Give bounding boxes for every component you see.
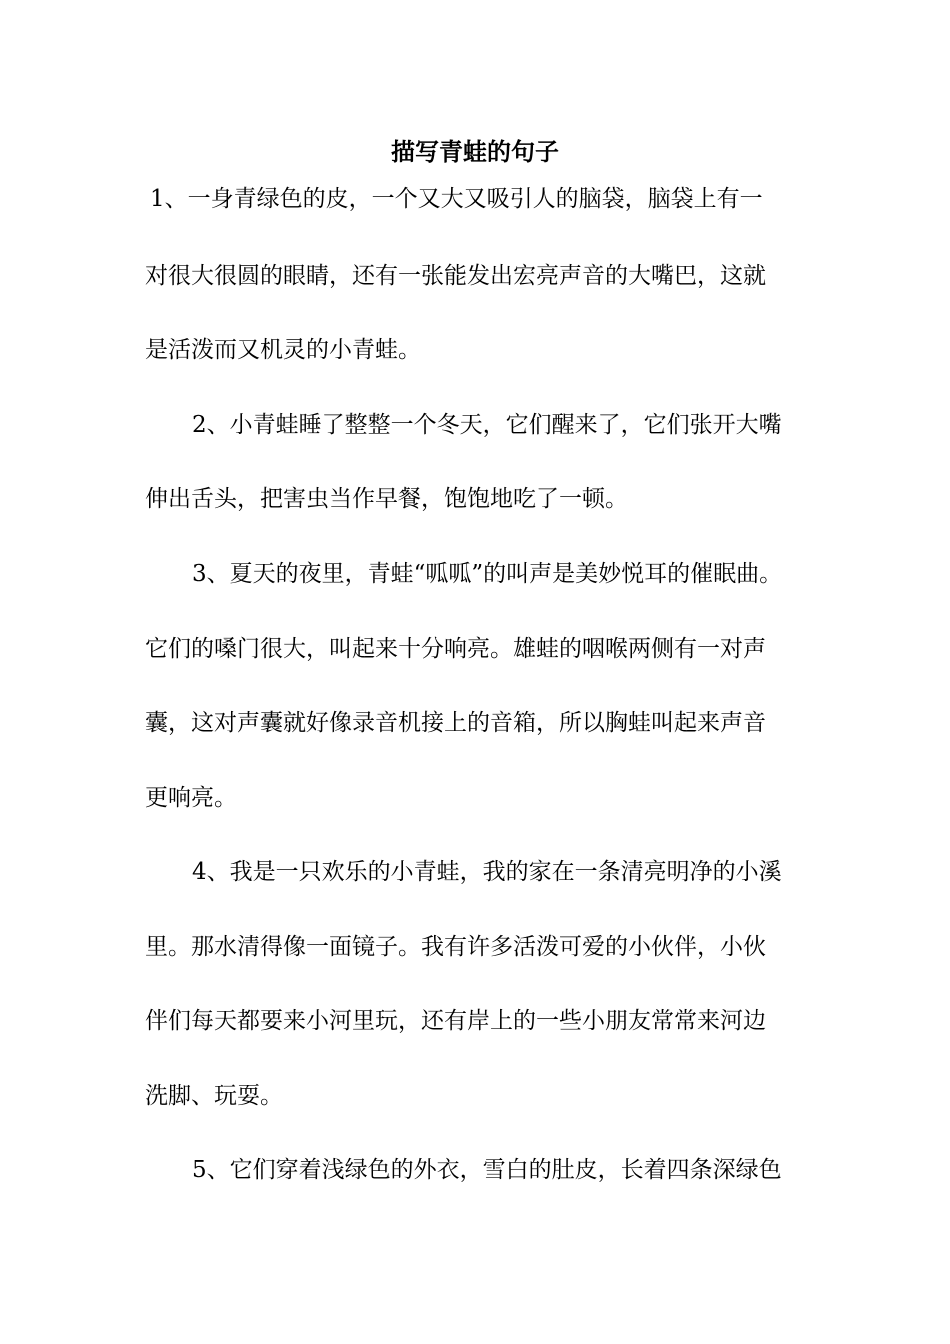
text-line: 对很大很圆的眼睛，还有一张能发出宏亮声音的大嘴巴，这就	[145, 263, 766, 289]
text-line: 洗脚、玩耍。	[145, 1083, 283, 1109]
text-line: 5、它们穿着浅绿色的外衣，雪白的肚皮，长着四条深绿色	[192, 1157, 782, 1183]
text-line: 伴们每天都要来小河里玩，还有岸上的一些小朋友常常来河边	[145, 1008, 766, 1034]
text-line: 是活泼而又机灵的小青蛙。	[145, 337, 421, 363]
text-line: 里。那水清得像一面镜子。我有许多活泼可爱的小伙伴，小伙	[145, 934, 766, 960]
text-line: 4、我是一只欢乐的小青蛙，我的家在一条清亮明净的小溪	[192, 859, 782, 885]
text-line: 3、夏天的夜里，青蛙“呱呱”的叫声是美妙悦耳的催眠曲。	[192, 561, 783, 587]
text-line: 更响亮。	[145, 785, 237, 811]
text-line: 伸出舌头，把害虫当作早餐，饱饱地吃了一顿。	[145, 486, 628, 512]
text-line: 1、一身青绿色的皮，一个又大又吸引人的脑袋，脑袋上有一	[150, 186, 763, 212]
text-line: 它们的嗓门很大，叫起来十分响亮。雄蛙的咽喉两侧有一对声	[145, 636, 766, 662]
text-line: 囊，这对声囊就好像录音机接上的音箱，所以胸蛙叫起来声音	[145, 710, 766, 736]
document-title: 描写青蛙的句子	[391, 137, 559, 166]
text-line: 2、小青蛙睡了整整一个冬天，它们醒来了，它们张开大嘴	[192, 412, 782, 438]
